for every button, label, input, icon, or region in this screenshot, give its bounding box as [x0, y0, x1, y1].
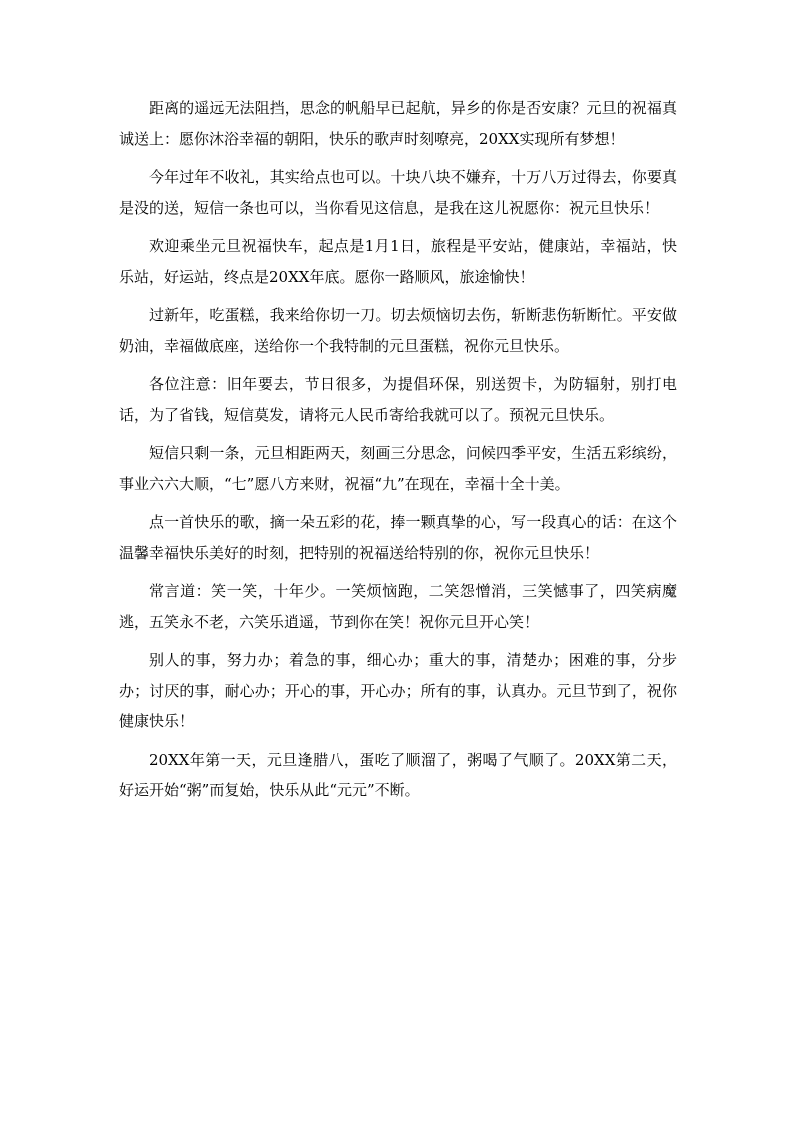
document-body	[119, 93, 677, 814]
paragraph: 各位注意：旧年要去，节日很多，为提倡环保，别送贺卡，为防辐射，别打电话，为了省钱，短信莫发，请将元人民币寄给我就可以了。预祝元旦快乐。	[119, 375, 677, 424]
paragraph: 今年过年不收礼，其实给点也可以。十块八块不嫌弃，十万八万过得去，你要真是没的送，短信一条也可以，当你看见这信息，是我在这儿祝愿你：祝元旦快乐！	[119, 168, 677, 217]
paragraph: 常言道：笑一笑，十年少。一笑烦恼跑，二笑怨憎消，三笑憾事了，四笑病魔逃，五笑永不老，六笑乐逍遥，节到你在笑！祝你元旦开心笑！	[119, 582, 677, 631]
paragraph: 短信只剩一条，元旦相距两天，刻画三分思念，问候四季平安，生活五彩缤纷，事业六六大顺，“七”愿八方来财，祝福“九”在现在，幸福十全十美。	[119, 444, 677, 493]
paragraph: 过新年，吃蛋糕，我来给你切一刀。切去烦恼切去伤，斩断悲伤斩断忙。平安做奶油，幸福做底座，送给你一个我特制的元旦蛋糕，祝你元旦快乐。	[119, 306, 677, 355]
paragraph: 20XX年第一天，元旦逢腊八，蛋吃了顺溜了，粥喝了气顺了。20XX第二天，好运开始“粥”而复始，快乐从此“元元”不断。	[119, 750, 677, 799]
paragraph: 点一首快乐的歌，摘一朵五彩的花，捧一颗真挚的心，写一段真心的话：在这个温馨幸福快乐美好的时刻，把特别的祝福送给特别的你，祝你元旦快乐！	[119, 513, 677, 562]
paragraph: 距离的遥远无法阻挡，思念的帆船早已起航，异乡的你是否安康？元旦的祝福真诚送上：愿你沐浴幸福的朝阳，快乐的歌声时刻嘹亮，20XX实现所有梦想！	[119, 99, 677, 148]
paragraph: 别人的事，努力办；着急的事，细心办；重大的事，清楚办；困难的事，分步办；讨厌的事，耐心办；开心的事，开心办；所有的事，认真办。元旦节到了，祝你健康快乐！	[119, 651, 677, 730]
paragraph: 欢迎乘坐元旦祝福快车，起点是1月1日，旅程是平安站，健康站，幸福站，快乐站，好运站，终点是20XX年底。愿你一路顺风，旅途愉快！	[119, 237, 677, 286]
